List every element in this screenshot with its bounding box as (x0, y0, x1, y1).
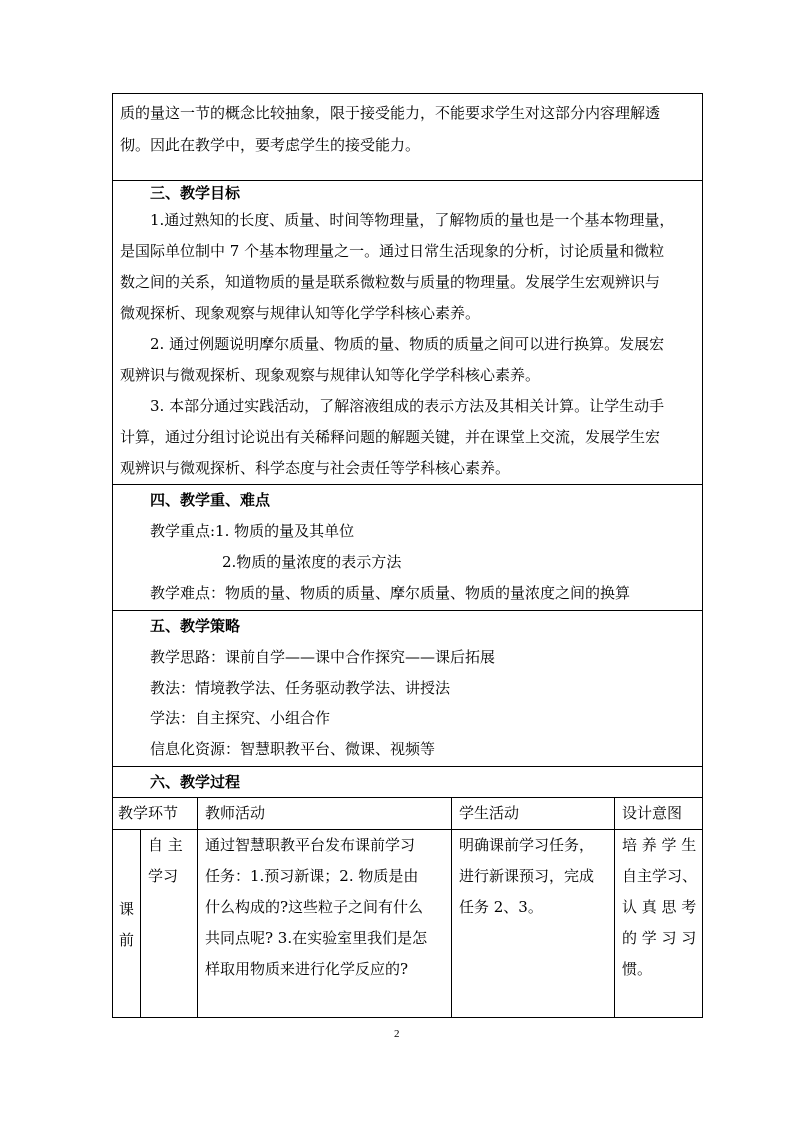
row-divider (112, 610, 703, 611)
design-intent-line: 自主学习、 (622, 867, 698, 885)
table-right-border (702, 93, 703, 1018)
objective-line: 是国际单位制中 7 个基本物理量之一。通过日常生活现象的分析，讨论质量和微粒 (120, 242, 665, 260)
design-intent-line: 的 学 习 习 (622, 929, 697, 947)
strategy-line: 教学思路：课前自学——课中合作探究——课后拓展 (150, 648, 496, 666)
keypoint-line: 2.物质的量浓度的表示方法 (222, 553, 402, 571)
objective-line: 观辨识与微观探析、现象观察与规律认知等化学学科核心素养。 (120, 366, 541, 384)
teacher-activity-line: 共同点呢? 3.在实验室里我们是怎 (205, 929, 428, 947)
intro-line: 彻。因此在教学中，要考虑学生的接受能力。 (120, 136, 421, 154)
row-divider (112, 766, 703, 767)
table-left-border (112, 93, 113, 1018)
row-divider (112, 180, 703, 181)
teacher-activity-line: 样取用物质来进行化学反应的? (205, 960, 409, 978)
design-intent-line: 培 养 学 生 (622, 836, 697, 854)
section-heading-strategy: 五、教学策略 (150, 617, 241, 635)
objective-line: 数之间的关系，知道物质的量是联系微粒数与质量的物理量。发展学生宏观辨识与 (120, 273, 661, 291)
table-top-border (112, 93, 703, 94)
stage-label-char: 课 (119, 900, 135, 918)
design-intent-line: 惯。 (622, 960, 653, 978)
col-header-stage: 教学环节 (118, 804, 179, 822)
stage-label-char: 前 (119, 931, 135, 949)
teacher-activity-line: 什么构成的?这些粒子之间有什么 (205, 898, 424, 916)
col-divider (140, 829, 141, 1018)
student-activity-line: 任务 2、3。 (459, 898, 543, 916)
student-activity-line: 明确课前学习任务， (459, 836, 595, 854)
objective-line: 观辨识与微观探析、科学态度与社会责任等学科核心素养。 (120, 459, 511, 477)
teacher-activity-line: 通过智慧职教平台发布课前学习 (205, 836, 416, 854)
objective-line: 2. 通过例题说明摩尔质量、物质的量、物质的质量之间可以进行换算。发展宏 (150, 335, 665, 353)
design-intent-line: 认 真 思 考 (622, 898, 697, 916)
objective-line: 3. 本部分通过实践活动，了解溶液组成的表示方法及其相关计算。让学生动手 (150, 397, 665, 415)
section-heading-process: 六、教学过程 (150, 773, 241, 791)
col-header-student: 学生活动 (459, 804, 520, 822)
objective-line: 计算，通过分组讨论说出有关稀释问题的解题关键，并在课堂上交流，发展学生宏 (120, 428, 661, 446)
page-number: 2 (394, 1028, 400, 1040)
keypoint-line: 教学重点:1. 物质的量及其单位 (150, 522, 355, 540)
section-heading-objectives: 三、教学目标 (150, 184, 241, 202)
objective-line: 微观探析、现象观察与规律认知等化学学科核心素养。 (120, 304, 481, 322)
sub-stage-line: 学习 (148, 867, 179, 885)
objective-line: 1.通过熟知的长度、质量、时间等物理量，了解物质的量也是一个基本物理量， (150, 211, 675, 229)
col-divider (614, 797, 615, 1018)
strategy-line: 信息化资源：智慧职教平台、微课、视频等 (150, 740, 436, 758)
col-header-design: 设计意图 (622, 804, 683, 822)
sub-stage-line: 自 主 (148, 836, 183, 854)
intro-line: 质的量这一节的概念比较抽象，限于接受能力，不能要求学生对这部分内容理解透 (120, 104, 661, 122)
col-header-teacher: 教师活动 (205, 804, 266, 822)
col-divider (197, 797, 198, 1018)
strategy-line: 学法：自主探究、小组合作 (150, 709, 331, 727)
teacher-activity-line: 任务：1.预习新课；2. 物质是由 (205, 867, 419, 885)
section-heading-keypoints: 四、教学重、难点 (150, 491, 271, 509)
strategy-line: 教法：情境教学法、任务驱动教学法、讲授法 (150, 679, 451, 697)
difficulty-line: 教学难点：物质的量、物质的质量、摩尔质量、物质的量浓度之间的换算 (150, 584, 631, 602)
student-activity-line: 进行新课预习，完成 (459, 867, 595, 885)
col-divider (451, 797, 452, 1018)
row-divider (112, 484, 703, 485)
